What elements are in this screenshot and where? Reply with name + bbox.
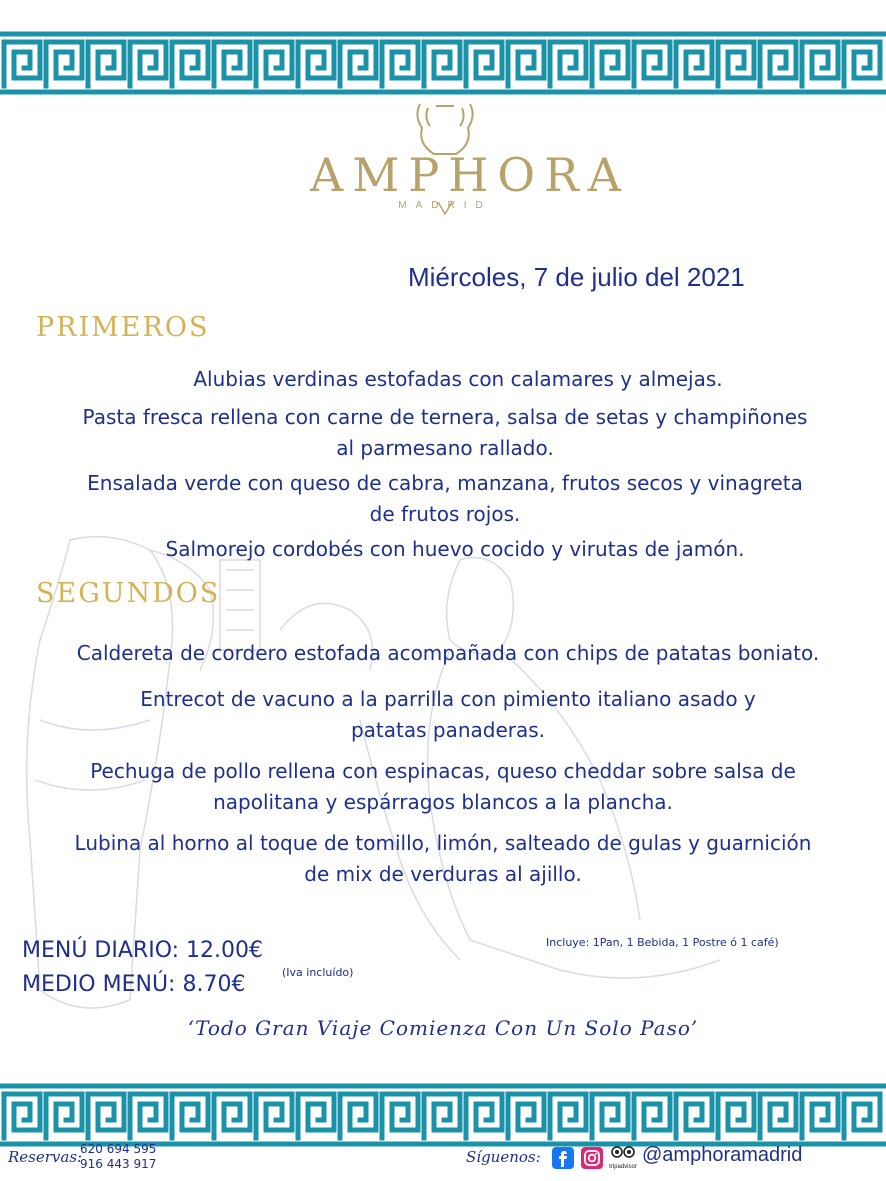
dish-line: Entrecot de vacuno a la parrilla con pimiento italiano asado y xyxy=(140,687,756,711)
dish-line: patatas panaderas. xyxy=(350,718,546,742)
dish-line: de mix de verduras al ajillo. xyxy=(304,862,582,886)
dish-segundo-3 xyxy=(0,756,886,818)
brand-city: MADRID xyxy=(398,200,492,211)
dish-line: Pechuga de pollo rellena con espinacas, queso cheddar sobre salsa de xyxy=(90,759,796,783)
phone-1[interactable]: 620 694 595 xyxy=(80,1142,157,1156)
facebook-icon[interactable] xyxy=(552,1147,574,1169)
dish-line: Pasta fresca rellena con carne de ternera, salsa de setas y champiñones xyxy=(82,405,808,429)
dish-line: Ensalada verde con queso de cabra, manzana, frutos secos y vinagreta xyxy=(87,471,803,495)
dish-primero-4 xyxy=(0,534,886,565)
dish-line: Salmorejo cordobés con huevo cocido y virutas de jamón. xyxy=(165,537,745,561)
section-title-segundos: SEGUNDOS xyxy=(36,578,221,609)
greek-key-border-top xyxy=(0,30,886,96)
dish-line: napolitana y espárragos blancos a la plancha. xyxy=(213,790,673,814)
tripadvisor-icon[interactable] xyxy=(608,1144,638,1170)
dish-segundo-2 xyxy=(0,684,886,746)
phone-2[interactable]: 916 443 917 xyxy=(80,1157,157,1171)
dish-line: Lubina al horno al toque de tomillo, limón, salteado de gulas y guarnición xyxy=(74,831,812,855)
vat-note: (Iva incluído) xyxy=(282,966,354,979)
dish-primero-2 xyxy=(0,402,886,464)
section-title-primeros: PRIMEROS xyxy=(36,312,210,343)
includes-note: Incluye: 1Pan, 1 Bebida, 1 Postre ó 1 café) xyxy=(546,936,779,949)
motto-quote: ‘Todo Gran Viaje Comienza Con Un Solo Paso’ xyxy=(187,1016,699,1040)
dish-segundo-1 xyxy=(0,638,886,669)
dish-line: de frutos rojos. xyxy=(369,502,521,526)
siguenos-label: Síguenos: xyxy=(466,1148,541,1166)
dish-primero-1 xyxy=(0,364,886,395)
menu-date: Miércoles, 7 de julio del 2021 xyxy=(408,262,745,292)
amphora-logo xyxy=(310,98,630,218)
brand-name: AMPHORA xyxy=(310,148,630,202)
dish-segundo-4 xyxy=(0,828,886,890)
reservas-label: Reservas: xyxy=(8,1148,83,1166)
dish-line: Alubias verdinas estofadas con calamares y almejas. xyxy=(193,367,723,391)
price-medio-menu: MEDIO MENÚ: 8.70€ xyxy=(22,972,246,997)
price-menu-diario: MENÚ DIARIO: 12.00€ xyxy=(22,938,264,963)
dish-line: Caldereta de cordero estofada acompañada con chips de patatas boniato. xyxy=(76,641,820,665)
tripadvisor-label: tripadvisor xyxy=(609,1164,637,1170)
dish-primero-3 xyxy=(0,468,886,530)
social-handle[interactable]: @amphoramadrid xyxy=(642,1144,803,1166)
instagram-icon[interactable] xyxy=(581,1147,603,1169)
dish-line: al parmesano rallado. xyxy=(336,436,554,460)
greek-key-border-bottom xyxy=(0,1082,886,1148)
